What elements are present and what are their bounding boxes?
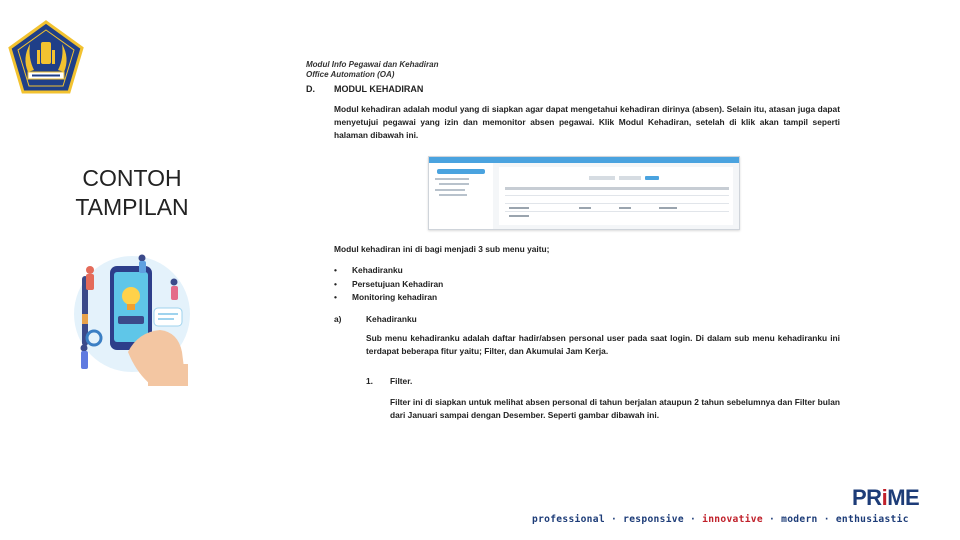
slide-title bbox=[52, 164, 212, 222]
bullet-icon: • bbox=[334, 265, 337, 275]
prime-logo-pr: PR bbox=[852, 485, 882, 510]
document-page bbox=[304, 56, 852, 446]
section-letter: D. bbox=[306, 84, 315, 94]
list-item-label: Kehadiranku bbox=[352, 265, 403, 275]
item-number: 1. bbox=[366, 376, 373, 386]
intro-paragraph: Modul kehadiran adalah modul yang di siapkan agar dapat mengetahui kehadiran dirinya (absen). Selain itu, atasan juga dapat menyetujui pegawai yang izin dan memonitor absen pegawai. Klik Modul Kehadiran, setelah di klik akan tampil seperti halaman dibawah ini. bbox=[334, 104, 840, 140]
document-header-line2: Office Automation (OA) bbox=[306, 70, 395, 79]
tag-separator: · bbox=[769, 514, 776, 525]
bullet-icon: • bbox=[334, 292, 337, 302]
bullet-icon: • bbox=[334, 278, 337, 289]
item-paragraph: Filter ini di siapkan untuk melihat absen personal di tahun berjalan ataupun 2 tahun sebelumnya dan Filter bulan dari Januari sampai dengan Desember. Seperti gambar dibawah ini. bbox=[390, 397, 840, 420]
subsection-title: Kehadiranku bbox=[366, 314, 417, 324]
tag-modern: modern bbox=[781, 514, 818, 525]
prime-logo bbox=[852, 485, 919, 511]
tag-responsive: responsive bbox=[623, 514, 684, 525]
tag-separator: · bbox=[611, 514, 618, 525]
list-item bbox=[334, 264, 443, 278]
tag-separator: · bbox=[823, 514, 830, 525]
slide-title-line1: CONTOH bbox=[82, 165, 182, 191]
document-header bbox=[306, 60, 438, 80]
smartphone-hand-illustration bbox=[70, 252, 195, 387]
list-item bbox=[334, 278, 443, 292]
item-title: Filter. bbox=[390, 376, 413, 386]
list-item bbox=[334, 291, 443, 305]
ministry-logo bbox=[8, 20, 84, 96]
tag-separator: · bbox=[690, 514, 697, 525]
slide-title-line2: TAMPILAN bbox=[75, 194, 189, 220]
document-header-line1: Modul Info Pegawai dan Kehadiran bbox=[306, 60, 439, 69]
tag-enthusiastic: enthusiastic bbox=[835, 514, 909, 525]
tag-professional: professional bbox=[532, 514, 605, 525]
tag-innovative: innovative bbox=[702, 514, 763, 525]
list-item-label: Monitoring kehadiran bbox=[352, 292, 438, 302]
submenu-intro: Modul kehadiran ini di bagi menjadi 3 sub menu yaitu; bbox=[334, 244, 550, 254]
subsection-letter: a) bbox=[334, 314, 342, 324]
app-screenshot bbox=[428, 156, 740, 230]
prime-logo-i: i bbox=[881, 485, 888, 510]
app-screenshot-graphic bbox=[429, 157, 739, 229]
list-item-label: Persetujuan Kehadiran bbox=[352, 278, 444, 289]
subsection-paragraph: Sub menu kehadiranku adalah daftar hadir/absen personal user pada saat login. Di dalam sub menu kehadiranku ini terdapat beberapa fitur yaitu; Filter, dan Akumulai Jam Kerja. bbox=[366, 333, 840, 356]
prime-logo-me: ME bbox=[887, 485, 920, 510]
submenu-list bbox=[334, 264, 443, 305]
section-title: MODUL KEHADIRAN bbox=[334, 84, 424, 94]
tagline bbox=[532, 514, 909, 525]
